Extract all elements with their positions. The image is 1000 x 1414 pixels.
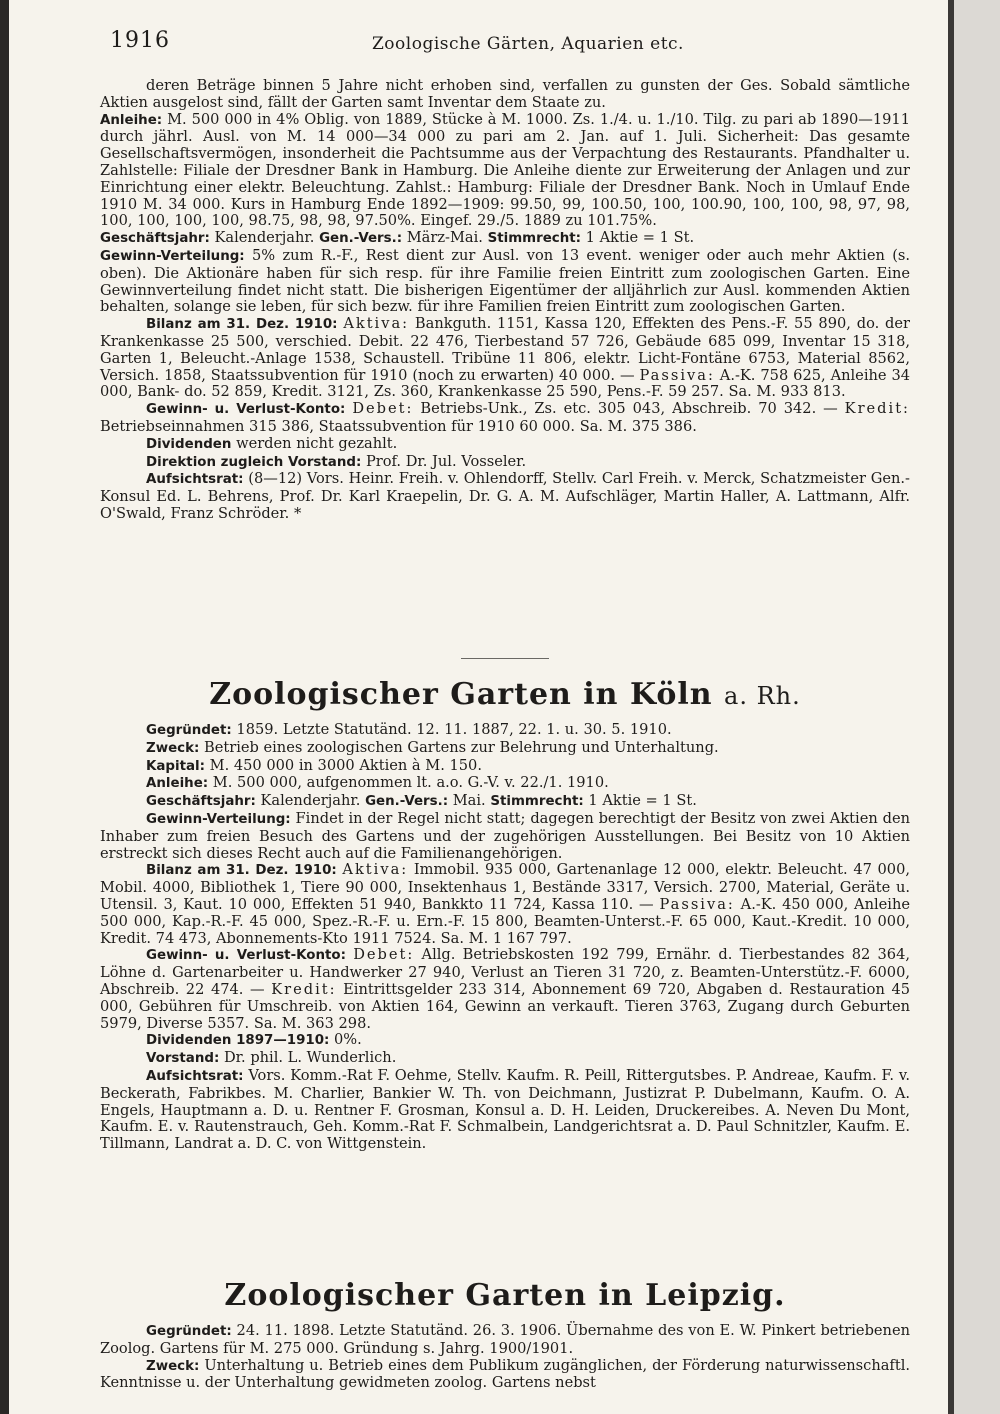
koeln-aufsichtsrat: Aufsichtsrat: Vors. Komm.-Rat F. Oehme, Stellv. Kaufm. R. Peill, Rittergutsbes. P. Andreae, Kaufm. F. v. Beckerath, Fabrikbes. M. Charlier, Bankier W. Th. von Deichmann, Justizrat P. Dubelmann, Kaufm. O. A. Engels, Hauptmann a. D. u. Rentner F. Grosman, Konsul a. D. H. Leiden, Druckereibes. A. Neven Du Mont, Kaufm. E. v. Rautenstrauch, Geh. Komm.-Rat F. Schmalbein, Landgerichtsrat a. D. Paul Schnitzler, Kaufm. E. Tillmann, Landrat a. D. C. von Wittgenstein. bbox=[100, 1066, 910, 1153]
hamburg-gewinn-verteilung: Gewinn-Verteilung: 5% zum R.-F., Rest dient zur Ausl. von 13 event. weniger oder auch mehr Aktien (s. oben). Die Aktionäre haben für sich resp. für ihre Familie freien Eintritt zum zoologischen Garten. Eine Gewinnverteilung findet nicht statt. Die bisherigen Eigentümer der alljährlich zur Ausl. kommenden Aktien behalten, solange sie leben, für sich bezw. für ihre Familien freien Eintritt zum zoologischen Garten. bbox=[100, 246, 911, 316]
koeln-vorstand: Vorstand: Dr. phil. L. Wunderlich. bbox=[146, 1049, 397, 1067]
koeln-gewinn-verteilung: Gewinn-Verteilung: Findet in der Regel nicht statt; dagegen berechtigt der Besitz von zwei Aktien den Inhaber zum freien Besuch des Gartens und der zugehörigen Ausstellungen. Bei Besitz von 10 Aktien erstreckt sich dieses Recht auch auf die Familienangehörigen. bbox=[100, 809, 910, 862]
leipzig-gegruendet: Gegründet: 24. 11. 1898. Letzte Statutänd. 26. 3. 1906. Übernahme des von E. W. Pinkert betriebenen Zoolog. Gartens für M. 275 000. Gründung s. Jahrg. 1900/1901. bbox=[100, 1322, 910, 1357]
hamburg-gewinn-verlust: Gewinn- u. Verlust-Konto: Debet: Betriebs-Unk., Zs. etc. 305 043, Abschreib. 70 342. — Kredit: Betriebseinnahmen 315 386, Staatssubvention für 1910 60 000. Sa. M. 375 386. bbox=[100, 400, 910, 435]
hamburg-bilanz: Bilanz am 31. Dez. 1910: Aktiva: Bankguth. 1151, Kassa 120, Effekten des Pens.-F. 55 890, do. der Krankenkasse 25 500, verschied. Debit. 22 476, Tierbestand 57 726, Gebäude 685 099, Inventar 15 318, Garten 1, Beleucht.-Anlage 1538, Schaustell. Tribüne 11 806, elektr. Licht-Fontäne 6753, Material 8562, Versich. 1858, Staatssubvention für 1910 (noch zu erwarten) 40 000. — Passiva: A.-K. 758 625, Anleihe 34 000, Bank- do. 52 859, Kredit. 3121, Zs. 360, Krankenkasse 25 590, Pens.-F. 59 257. Sa. M. 933 813. bbox=[100, 315, 911, 401]
hamburg-entry bbox=[100, 78, 910, 523]
koeln-title: Zoologischer Garten in Köln a. Rh. bbox=[209, 677, 801, 712]
anleihe-label: Anleihe: bbox=[100, 112, 163, 128]
hamburg-geschaeftsjahr: Geschäftsjahr: Kalenderjahr. Gen.-Vers.: März-Mai. Stimmrecht: 1 Aktie = 1 St. bbox=[100, 229, 695, 247]
hamburg-dividenden: Dividenden werden nicht gezahlt. bbox=[146, 434, 398, 452]
hamburg-aufsichtsrat: Aufsichtsrat: (8—12) Vors. Heinr. Freih. v. Ohlendorff, Stellv. Carl Freih. v. Merck, Schatzmeister Gen.-Konsul Ed. L. Behrens, Prof. Dr. Karl Kraepelin, Dr. G. A. M. Aufschläger, Martin Haller, A. Lattmann, Alfr. O'Swald, Franz Schröder. * bbox=[100, 470, 910, 522]
leipzig-entry bbox=[100, 1278, 910, 1392]
koeln-anleihe: Anleihe: M. 500 000, aufgenommen lt. a.o. G.-V. v. 22./1. 1910. bbox=[146, 774, 609, 792]
hamburg-intro: deren Beträge binnen 5 Jahre nicht erhoben sind, verfallen zu gunsten der Ges. Sobald sämtliche Aktien ausgelost sind, fällt der Garten samt Inventar dem Staate zu. bbox=[100, 77, 910, 111]
page-number: 1916 bbox=[110, 28, 170, 53]
koeln-gewinn-verlust: Gewinn- u. Verlust-Konto: Debet: Allg. Betriebskosten 192 799, Ernähr. d. Tierbestandes 82 364, Löhne d. Gartenarbeiter u. Handwerker 27 940, Verlust an Tieren 31 720, z. Beamten-Unterstütz.-F. 6000, Abschreib. 22 474. — Kredit: Eintrittsgelder 233 314, Abonnement 69 720, Abgaben d. Restauration 45 000, Gebühren für Umschreib. von Aktien 164, Gewinn an verkauft. Tieren 3763, Zugang durch Geburten 5979, Diverse 5357. Sa. M. 363 298. bbox=[100, 946, 911, 1032]
koeln-kapital: Kapital: M. 450 000 in 3000 Aktien à M. 150. bbox=[146, 756, 482, 774]
leipzig-title: Zoologischer Garten in Leipzig. bbox=[224, 1278, 786, 1313]
leipzig-zweck: Zweck: Unterhaltung u. Betrieb eines dem Publikum zugänglichen, der Förderung naturwissenschaftl. Kenntnisse u. der Unterhaltung gewidmeten zoolog. Gartens nebst bbox=[100, 1356, 910, 1392]
koeln-zweck: Zweck: Betrieb eines zoologischen Gartens zur Belehrung und Unterhaltung. bbox=[146, 738, 719, 756]
running-header: Zoologische Gärten, Aquarien etc. bbox=[372, 34, 684, 54]
scan-left-edge bbox=[0, 0, 9, 1414]
hamburg-anleihe: Anleihe: M. 500 000 in 4% Oblig. von 1889, Stücke à M. 1000. Zs. 1./4. u. 1./10. Tilg. zu pari ab 1890—1911 durch jährl. Ausl. von M. 14 000—34 000 zu pari am 2. Jan. auf 1. Juli. Sicherheit: Das gesamte Gesellschaftsvermögen, insonderheit die Pachtsumme aus der Verpachtung des Restaurants. Pfandhalter u. Zahlstelle: Filiale der Dresdner Bank in Hamburg. Die Anleihe diente zur Erweiterung der Anlagen und zur Einrichtung einer elektr. Beleuchtung. Zahlst.: Hamburg: Filiale der Dresdner Bank. Noch in Umlauf Ende 1910 M. 34 000. Kurs in Hamburg Ende 1892—1909: 99.50, 99, 100.50, 100, 100.90, 100, 100, 98, 97, 98, 100, 100, 100, 100, 98.75, 98, 98, 97.50%. Eingef. 29./5. 1889 zu 101.75%. bbox=[100, 110, 910, 230]
koeln-gegruendet: Gegründet: 1859. Letzte Statutänd. 12. 11. 1887, 22. 1. u. 30. 5. 1910. bbox=[146, 721, 672, 738]
hamburg-direktion: Direktion zugleich Vorstand: Prof. Dr. Jul. Vosseler. bbox=[146, 452, 527, 470]
section-divider bbox=[461, 658, 549, 659]
koeln-bilanz: Bilanz am 31. Dez. 1910: Aktiva: Immobil. 935 000, Gartenanlage 12 000, elektr. Beleucht. 47 000, Mobil. 4000, Bibliothek 1, Tiere 90 000, Insektenhaus 1, Bestände 3317, Versich. 2700, Material, Geräte u. Utensil. 3, Kaut. 10 000, Effekten 51 940, Bankkto 11 724, Kassa 110. — Passiva: A.-K. 450 000, Anleihe 500 000, Kap.-R.-F. 45 000, Spez.-R.-F. u. Ern.-F. 15 800, Beamten-Unterst.-F. 65 000, Kaut.-Kredit. 10 000, Kredit. 74 473, Abonnements-Kto 1911 7524. Sa. M. 1 167 797. bbox=[100, 861, 911, 947]
scan-right-edge bbox=[948, 0, 1000, 1414]
koeln-dividenden: Dividenden 1897—1910: 0%. bbox=[146, 1031, 362, 1049]
koeln-entry bbox=[100, 677, 911, 1153]
koeln-geschaeftsjahr: Geschäftsjahr: Kalenderjahr. Gen.-Vers.: Mai. Stimmrecht: 1 Aktie = 1 St. bbox=[146, 792, 697, 810]
